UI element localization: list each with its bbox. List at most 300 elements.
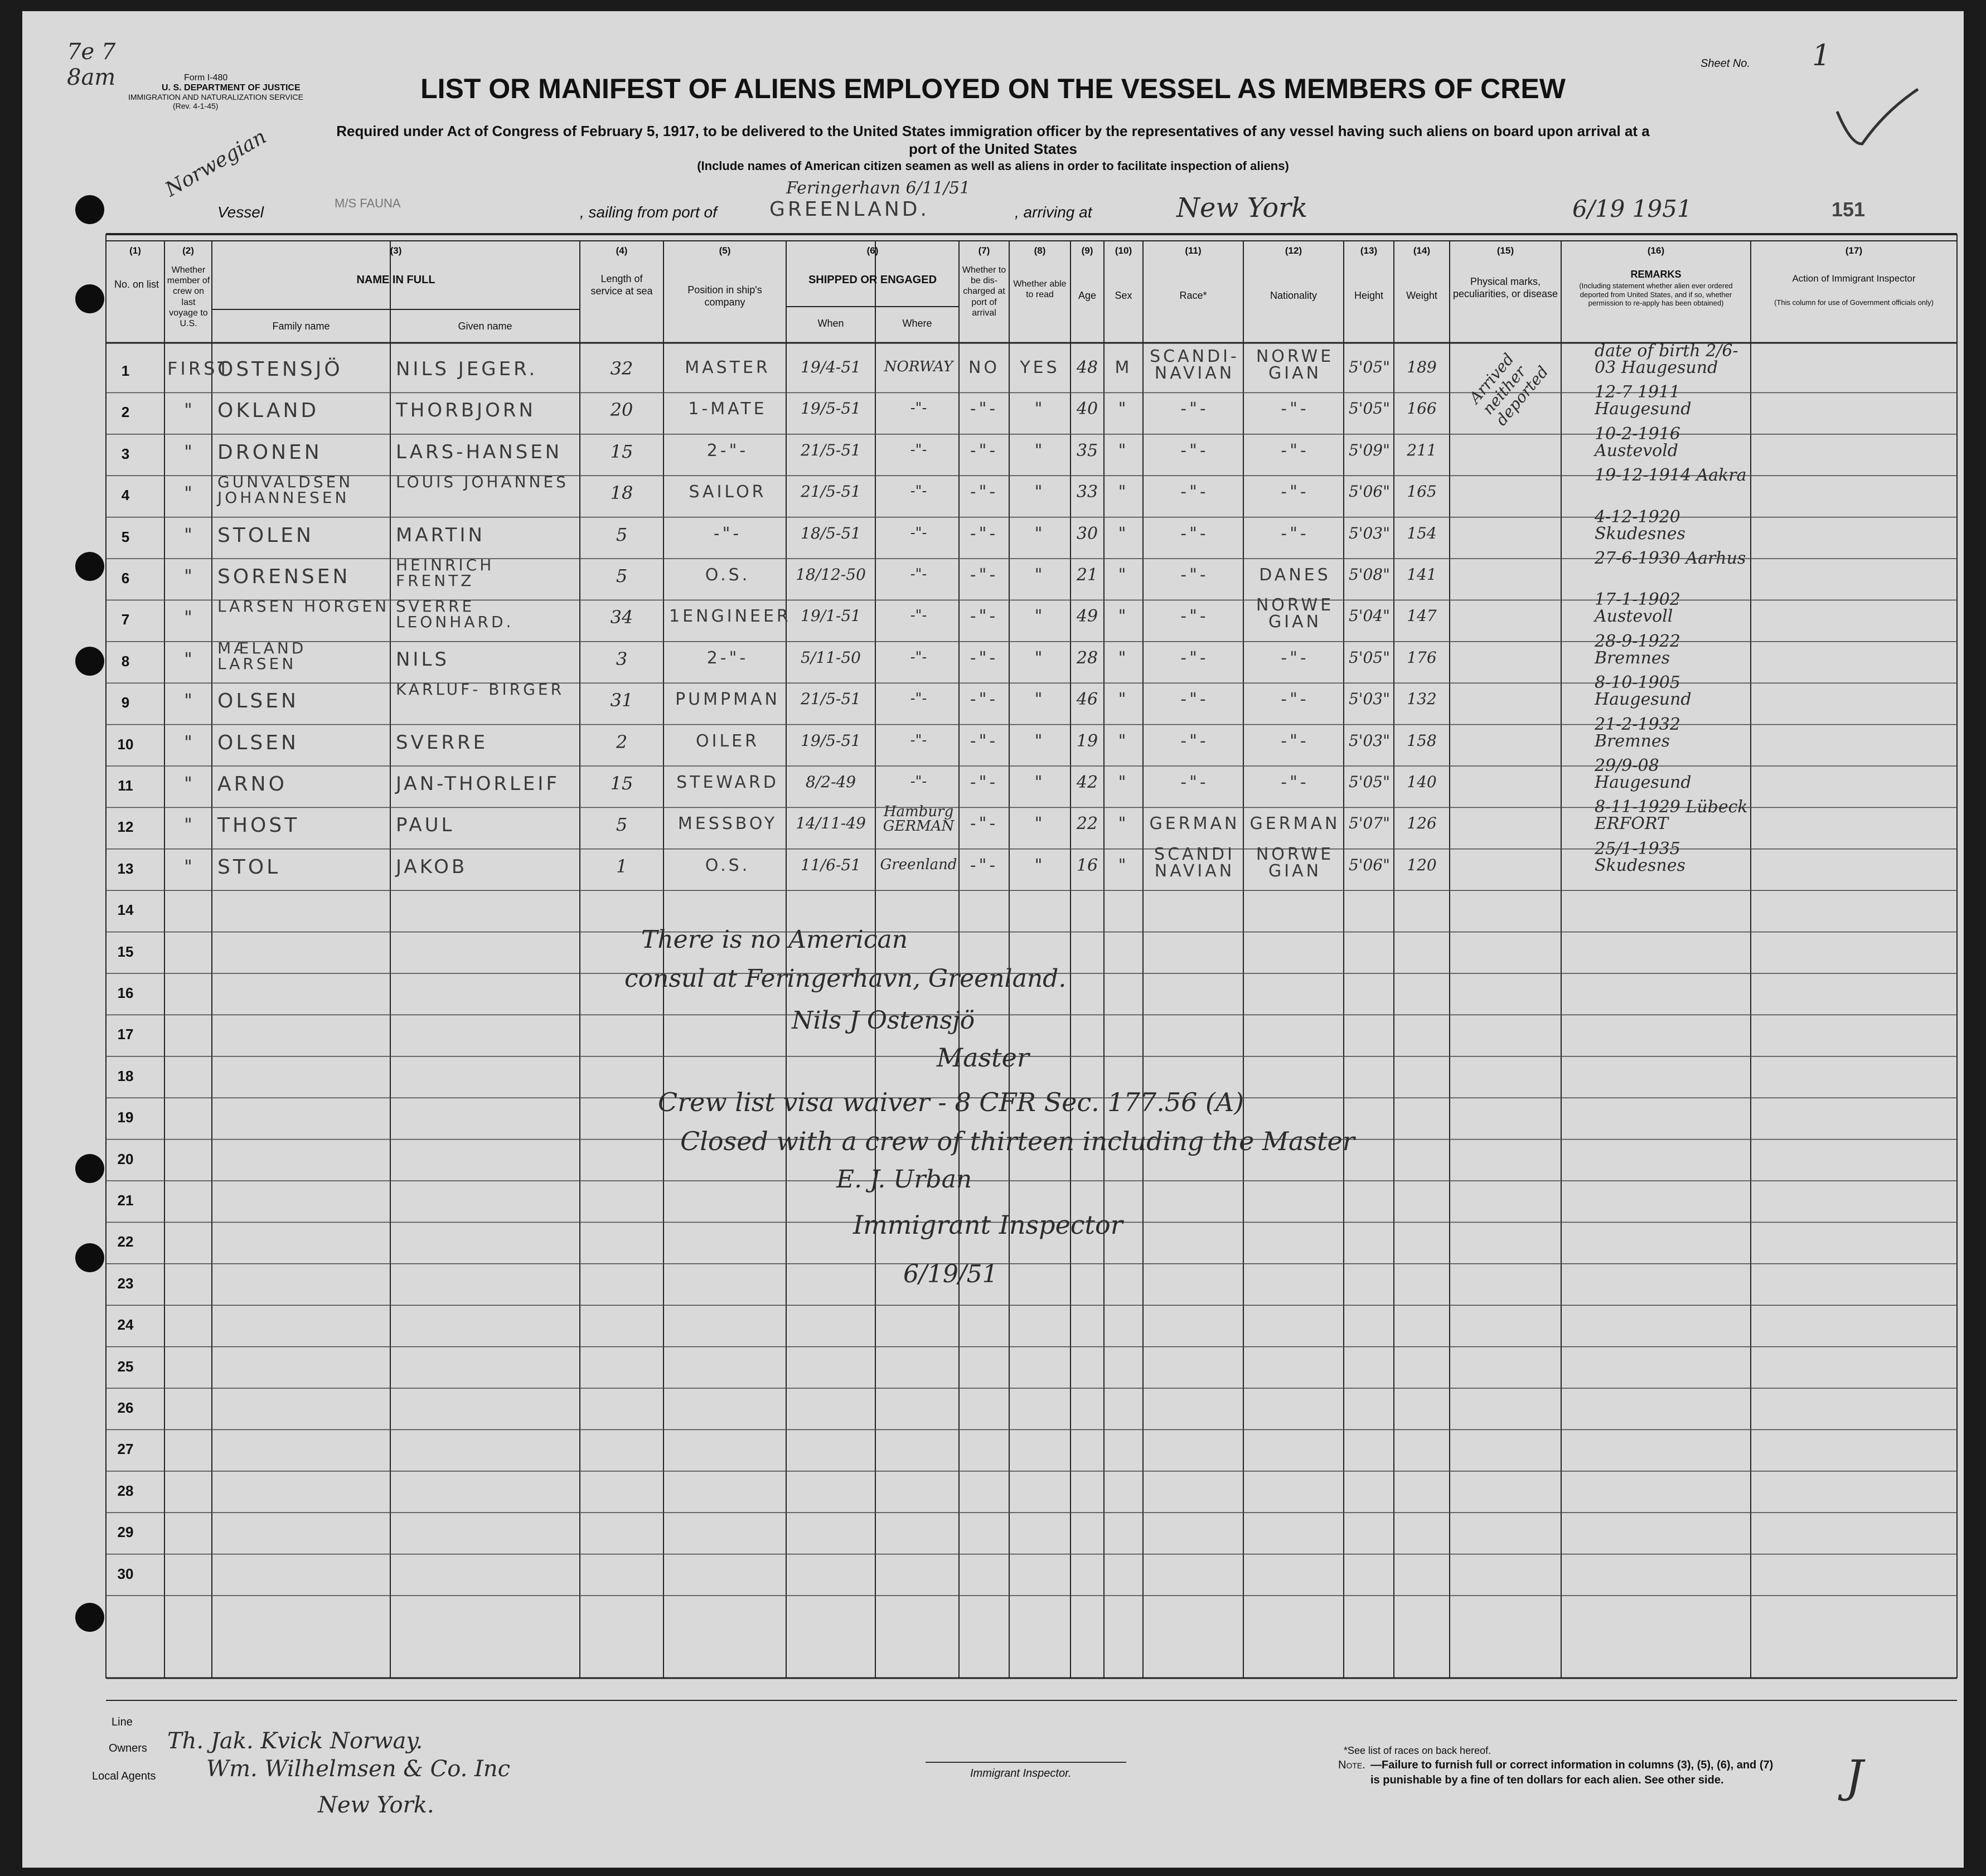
- crew-race: GERMAN: [1149, 814, 1240, 834]
- header-family-name: Family name: [272, 321, 330, 332]
- crew-nationality: NORWE GIAN: [1256, 347, 1334, 383]
- crew-remarks: 27-6-1930 Aarhus: [1595, 549, 1746, 568]
- crew-discharged: -"-: [970, 399, 999, 419]
- crew-height: 5'09": [1348, 440, 1391, 459]
- form-subtitle-1: Required under Act of Congress of February 5, 1917, to be delivered to the United States immigration officer by the representatives of any vessel having such aliens on board upon arrival at a: [336, 123, 1650, 139]
- row-number: 14: [117, 901, 134, 919]
- master-signature: Nils J Ostensjö: [792, 1006, 975, 1035]
- crew-shipped-when: 18/12-50: [796, 565, 866, 584]
- row-number: 11: [118, 777, 133, 794]
- crew-position: -"-: [713, 523, 742, 544]
- crew-family-name: THOST: [217, 814, 300, 837]
- crew-shipped-where: -"-: [910, 524, 927, 541]
- inspector-signature: E. J. Urban: [836, 1165, 972, 1194]
- crew-position: STEWARD: [676, 773, 779, 792]
- crew-weight: 158: [1407, 731, 1437, 750]
- crew-family-name: STOLEN: [217, 523, 314, 547]
- crew-given-name: JAN-THORLEIF: [396, 773, 560, 795]
- crew-age: 33: [1076, 482, 1098, 502]
- crew-length-service: 5: [616, 565, 628, 586]
- crew-shipped-when: 21/5-51: [801, 482, 861, 501]
- row-number: 27: [117, 1441, 134, 1458]
- crew-sex: ": [1118, 814, 1129, 834]
- crew-given-name: THORBJORN: [396, 399, 536, 422]
- annotation-line-2: consul at Feringerhavn, Greenland.: [624, 964, 1067, 993]
- column-number-1: (1): [129, 245, 141, 256]
- row-number: 16: [117, 985, 134, 1001]
- crew-discharged: -"-: [970, 814, 999, 834]
- row-number: 3: [121, 445, 130, 462]
- crew-last-voyage: ": [184, 648, 195, 670]
- vessel-name: M/S FAUNA: [335, 196, 401, 210]
- crew-remarks: 19-12-1914 Aakra: [1595, 466, 1747, 486]
- arriving-port: New York: [1176, 192, 1308, 224]
- crew-shipped-where: -"-: [910, 773, 927, 790]
- crew-shipped-when: 8/2-49: [805, 773, 856, 791]
- crew-given-name: SVERRE LEONHARD.: [396, 597, 514, 632]
- crew-able-to-read: ": [1034, 690, 1045, 710]
- inspector-initial: J: [1845, 1751, 1864, 1802]
- row-number: 5: [121, 528, 130, 545]
- crew-able-to-read: ": [1034, 731, 1045, 751]
- crew-able-to-read: ": [1034, 482, 1045, 502]
- crew-length-service: 5: [616, 814, 628, 836]
- crew-able-to-read: ": [1034, 607, 1045, 627]
- crew-length-service: 15: [610, 773, 633, 794]
- crew-length-service: 15: [610, 440, 633, 462]
- crew-height: 5'06": [1348, 482, 1391, 501]
- sailing-note: Feringerhavn 6/11/51: [786, 178, 971, 198]
- row-number: 28: [117, 1482, 134, 1499]
- crew-age: 46: [1076, 690, 1098, 710]
- crew-able-to-read: ": [1034, 399, 1045, 419]
- crew-age: 42: [1076, 773, 1098, 792]
- annotation-line-1: There is no American: [641, 925, 908, 954]
- crew-weight: 141: [1407, 565, 1437, 584]
- header-remarks: REMARKS: [1630, 269, 1682, 280]
- crew-able-to-read: ": [1034, 565, 1045, 585]
- crew-height: 5'05": [1348, 358, 1391, 376]
- note-label: Note.: [1338, 1759, 1365, 1771]
- header-length-service: Length of service at sea: [590, 273, 653, 297]
- crew-weight: 176: [1407, 648, 1437, 667]
- crew-height: 5'06": [1348, 855, 1391, 874]
- crew-age: 28: [1076, 648, 1098, 668]
- crew-remarks: 12-7 1911 Haugesund: [1595, 382, 1692, 419]
- inspector-label: Immigrant Inspector.: [970, 1767, 1072, 1780]
- crew-given-name: NILS JEGER.: [396, 358, 538, 380]
- row-number: 29: [117, 1524, 134, 1541]
- crew-sex: ": [1118, 399, 1129, 419]
- row-number: 13: [117, 860, 134, 877]
- crew-family-name: OSTENSJÖ: [217, 358, 343, 381]
- crew-length-service: 3: [616, 648, 628, 670]
- crew-last-voyage: ": [184, 565, 195, 586]
- agents-value-2: New York.: [318, 1792, 434, 1818]
- crew-discharged: -"-: [970, 773, 999, 792]
- crew-position: 2-"-: [706, 440, 749, 460]
- crew-age: 35: [1076, 440, 1098, 460]
- crew-age: 21: [1076, 565, 1098, 585]
- crew-last-voyage: ": [184, 773, 195, 794]
- crew-remarks: 29/9-08 Haugesund: [1595, 756, 1692, 792]
- column-number-13: (13): [1360, 245, 1378, 256]
- crew-remarks: 10-2-1916 Austevold: [1595, 424, 1680, 460]
- row-number: 19: [117, 1109, 134, 1126]
- crew-nationality: -"-: [1281, 399, 1309, 419]
- header-physical-marks: Physical marks, peculiarities, or disease: [1452, 276, 1558, 299]
- crew-height: 5'08": [1348, 565, 1391, 584]
- crew-remarks: 25/1-1935 Skudesnes: [1595, 838, 1685, 875]
- crew-shipped-where: -"-: [910, 607, 927, 624]
- crew-weight: 189: [1407, 358, 1437, 376]
- crew-race: -"-: [1180, 440, 1209, 460]
- crew-able-to-read: ": [1034, 440, 1045, 460]
- column-number-15: (15): [1496, 245, 1514, 256]
- crew-shipped-when: 19/1-51: [801, 607, 861, 626]
- crew-given-name: LARS-HANSEN: [396, 440, 563, 463]
- column-number-8: (8): [1034, 245, 1046, 256]
- crew-remarks: 17-1-1902 Austevoll: [1595, 590, 1680, 627]
- crew-remarks: 4-12-1920 Skudesnes: [1595, 507, 1685, 544]
- crew-length-service: 1: [616, 855, 628, 877]
- header-able-to-read: Whether able to read: [1013, 279, 1067, 300]
- crew-length-service: 2: [616, 731, 628, 753]
- crew-last-voyage: ": [184, 814, 195, 836]
- row-number: 22: [117, 1233, 134, 1250]
- crew-sex: ": [1118, 855, 1129, 875]
- crew-last-voyage: ": [184, 690, 195, 711]
- crew-shipped-where: Hamburg GERMAN: [883, 803, 955, 835]
- crew-last-voyage: ": [184, 523, 195, 545]
- crew-race: -"-: [1180, 523, 1209, 544]
- crew-weight: 166: [1407, 399, 1437, 418]
- form-number: Form I-480: [184, 73, 228, 83]
- crew-shipped-where: NORWAY: [884, 358, 953, 375]
- column-number-9: (9): [1081, 245, 1093, 256]
- column-number-6: (6): [866, 245, 879, 256]
- crew-given-name: JAKOB: [396, 855, 468, 878]
- arriving-label: , arriving at: [1015, 203, 1092, 221]
- form-title: LIST OR MANIFEST OF ALIENS EMPLOYED ON THE VESSEL AS MEMBERS OF CREW: [420, 73, 1566, 104]
- crew-family-name: OLSEN: [217, 690, 299, 713]
- crew-nationality: -"-: [1281, 440, 1309, 460]
- crew-race: -"-: [1180, 482, 1209, 502]
- header-age: Age: [1078, 290, 1097, 301]
- header-crew-last-voyage: Whether member of crew on last voyage to U.S.: [167, 265, 210, 328]
- owners-value: Th. Jak. Kvick Norway.: [167, 1728, 423, 1754]
- crew-nationality: -"-: [1281, 523, 1309, 544]
- corner-note: 7e 7 8am: [67, 39, 116, 90]
- column-number-14: (14): [1413, 245, 1431, 256]
- crew-shipped-when: 19/4-51: [801, 358, 861, 376]
- crew-position: 1ENGINEER: [669, 607, 791, 627]
- row-number: 24: [117, 1316, 134, 1334]
- crew-race: -"-: [1180, 399, 1209, 419]
- crew-position: 2-"-: [706, 648, 749, 668]
- crew-age: 49: [1076, 607, 1098, 627]
- crew-height: 5'03": [1348, 731, 1391, 750]
- crew-position: MESSBOY: [677, 814, 778, 834]
- row-number: 23: [117, 1274, 134, 1292]
- crew-last-voyage: ": [184, 607, 195, 628]
- crew-given-name: SVERRE: [396, 731, 488, 754]
- crew-shipped-when: 5/11-50: [801, 648, 861, 667]
- crew-given-name: KARLUF- BIRGER: [396, 680, 565, 699]
- crew-weight: 211: [1407, 440, 1437, 459]
- crew-able-to-read: ": [1034, 855, 1045, 875]
- header-race: Race*: [1179, 290, 1207, 301]
- crew-family-name: STOL: [217, 855, 281, 879]
- crew-family-name: DRONEN: [217, 440, 322, 464]
- line-label: Line: [112, 1716, 133, 1728]
- crew-age: 22: [1076, 814, 1098, 834]
- agents-label: Local Agents: [92, 1770, 156, 1782]
- row-number: 10: [117, 735, 134, 753]
- crew-sex: ": [1118, 440, 1129, 460]
- header-no-on-list: No. on list: [114, 279, 159, 290]
- crew-sex: ": [1118, 773, 1129, 792]
- crew-sex: M: [1115, 358, 1132, 377]
- crew-weight: 147: [1407, 607, 1437, 626]
- crew-weight: 165: [1407, 482, 1437, 501]
- crew-race: SCANDI NAVIAN: [1154, 844, 1235, 881]
- row-number: 12: [117, 818, 134, 836]
- crew-shipped-when: 21/5-51: [801, 690, 861, 709]
- crew-length-service: 31: [610, 690, 633, 711]
- crew-family-name: ARNO: [217, 773, 287, 796]
- sheet-number: 1: [1812, 39, 1831, 72]
- column-number-17: (17): [1845, 245, 1863, 256]
- crew-remarks: 28-9-1922 Bremnes: [1595, 631, 1680, 668]
- crew-length-service: 5: [616, 523, 628, 545]
- race-note: *See list of races on back hereof.: [1344, 1745, 1491, 1756]
- crew-age: 19: [1076, 731, 1098, 751]
- crew-shipped-where: -"-: [910, 441, 927, 458]
- crew-remarks: 21-2-1932 Bremnes: [1595, 714, 1680, 751]
- vessel-type-note: Norwegian: [161, 125, 270, 201]
- crew-weight: 132: [1407, 690, 1437, 709]
- crew-sex: ": [1118, 482, 1129, 502]
- crew-given-name: HEINRICH FRENTZ: [396, 556, 495, 590]
- crew-discharged: -"-: [970, 607, 999, 627]
- crew-race: SCANDI- NAVIAN: [1150, 347, 1239, 383]
- vessel-label: Vessel: [217, 203, 264, 221]
- crew-discharged: NO: [968, 358, 1000, 377]
- crew-position: 1-MATE: [688, 399, 767, 419]
- crew-discharged: -"-: [970, 648, 999, 668]
- header-shipped-engaged: SHIPPED OR ENGAGED: [808, 274, 937, 286]
- crew-nationality: -"-: [1281, 648, 1309, 668]
- master-title: Master: [937, 1043, 1029, 1073]
- sheet-label: Sheet No.: [1701, 57, 1750, 70]
- column-number-16: (16): [1647, 245, 1665, 256]
- crew-sex: ": [1118, 565, 1129, 585]
- crew-family-name: OLSEN: [217, 731, 299, 754]
- owners-label: Owners: [109, 1742, 147, 1754]
- header-action-note: (This column for use of Government officials only): [1774, 298, 1934, 307]
- crew-nationality: NORWE GIAN: [1256, 595, 1334, 632]
- crew-shipped-when: 14/11-49: [796, 814, 866, 833]
- crew-shipped-where: -"-: [910, 648, 927, 666]
- crew-discharged: -"-: [970, 731, 999, 751]
- crew-position: O.S.: [705, 565, 750, 585]
- crew-shipped-where: -"-: [910, 566, 927, 583]
- column-number-12: (12): [1285, 245, 1302, 256]
- column-number-5: (5): [719, 245, 731, 256]
- crew-sex: ": [1118, 607, 1129, 627]
- crew-last-voyage: ": [184, 855, 195, 877]
- crew-family-name: SORENSEN: [217, 565, 351, 588]
- crew-race: -"-: [1180, 773, 1209, 792]
- column-number-10: (10): [1115, 245, 1132, 256]
- crew-able-to-read: ": [1034, 773, 1045, 792]
- crew-weight: 154: [1407, 523, 1437, 542]
- column-number-4: (4): [616, 245, 628, 256]
- crew-position: O.S.: [705, 855, 750, 875]
- crew-height: 5'07": [1348, 814, 1391, 833]
- crew-nationality: -"-: [1281, 773, 1309, 792]
- crew-age: 40: [1076, 399, 1098, 419]
- inspector-title: Immigrant Inspector: [853, 1210, 1123, 1240]
- crew-last-voyage: FIRST: [167, 358, 231, 379]
- crew-nationality: -"-: [1281, 690, 1309, 710]
- crew-nationality: -"-: [1281, 482, 1309, 502]
- row-number: 7: [121, 611, 130, 628]
- crew-position: MASTER: [685, 358, 771, 377]
- crew-discharged: -"-: [970, 855, 999, 875]
- header-discharged: Whether to be dis-charged at port of arrival: [962, 265, 1006, 318]
- row-number: 9: [121, 694, 130, 711]
- crew-length-service: 34: [610, 607, 633, 628]
- crew-discharged: -"-: [970, 523, 999, 544]
- header-when: When: [817, 318, 844, 329]
- header-nationality: Nationality: [1270, 290, 1317, 301]
- crew-weight: 140: [1407, 773, 1437, 791]
- form-revision: (Rev. 4-1-45): [173, 101, 219, 110]
- crew-remarks: 8-11-1929 Lübeck ERFORT: [1595, 797, 1748, 834]
- crew-last-voyage: ": [184, 731, 195, 753]
- row-number: 8: [121, 652, 130, 670]
- crew-given-name: MARTIN: [396, 523, 485, 546]
- row-number: 1: [121, 362, 130, 379]
- row-number: 26: [117, 1399, 134, 1416]
- crew-family-name: LARSEN HORGEN: [217, 597, 390, 616]
- crew-shipped-when: 21/5-51: [801, 440, 861, 459]
- note-text: —Failure to furnish full or correct information in columns (3), (5), (6), and (7): [1370, 1759, 1774, 1771]
- row-number: 18: [117, 1067, 134, 1084]
- crew-given-name: LOUIS JOHANNES: [396, 473, 569, 492]
- row-number: 2: [121, 404, 130, 421]
- crew-weight: 120: [1407, 855, 1437, 874]
- crew-shipped-where: Greenland: [880, 856, 957, 873]
- crew-race: -"-: [1180, 731, 1209, 751]
- header-height: Height: [1354, 290, 1384, 301]
- note-text-2: is punishable by a fine of ten dollars for each alien. See other side.: [1370, 1774, 1724, 1786]
- header-position: Position in ship's company: [687, 284, 762, 308]
- crew-shipped-when: 19/5-51: [801, 399, 861, 418]
- crew-family-name: MÆLAND LARSEN: [217, 638, 307, 673]
- row-number: 17: [117, 1026, 134, 1043]
- form-subtitle-3: (Include names of American citizen seamen as well as aliens in order to facilitate inspection of aliens): [697, 159, 1289, 173]
- crew-able-to-read: ": [1034, 648, 1045, 668]
- crew-sex: ": [1118, 648, 1129, 668]
- crew-length-service: 20: [610, 399, 633, 421]
- crew-shipped-when: 19/5-51: [801, 731, 861, 750]
- voyage-date: 6/19 1951: [1572, 195, 1692, 222]
- manifest-sheet: [22, 11, 1964, 1868]
- crew-given-name: PAUL: [396, 814, 455, 837]
- crew-height: 5'05": [1348, 399, 1391, 418]
- crew-discharged: -"-: [970, 690, 999, 710]
- crew-shipped-where: -"-: [910, 690, 927, 707]
- page-stamp: 151: [1832, 198, 1866, 221]
- crew-last-voyage: ": [184, 482, 195, 504]
- agents-value: Wm. Wilhelmsen & Co. Inc: [206, 1756, 510, 1782]
- crew-shipped-where: -"-: [910, 483, 927, 500]
- inspector-date: 6/19/51: [903, 1260, 998, 1288]
- sailing-port: GREENLAND.: [769, 198, 929, 221]
- crew-nationality: GERMAN: [1249, 814, 1340, 834]
- crew-age: 48: [1076, 358, 1098, 377]
- crew-nationality: -"-: [1281, 731, 1309, 751]
- crew-discharged: -"-: [970, 482, 999, 502]
- column-number-2: (2): [182, 245, 194, 256]
- crew-discharged: -"-: [970, 440, 999, 460]
- crew-able-to-read: ": [1034, 814, 1045, 834]
- row-number: 4: [121, 487, 130, 504]
- crew-position: PUMPMAN: [675, 690, 780, 710]
- annotation-line-3: Crew list visa waiver - 8 CFR Sec. 177.56 (A): [658, 1087, 1244, 1117]
- column-number-3: (3): [390, 245, 402, 256]
- crew-last-voyage: ": [184, 440, 195, 462]
- crew-shipped-when: 11/6-51: [801, 855, 861, 874]
- crew-sex: ": [1118, 523, 1129, 544]
- crew-position: OILER: [696, 731, 759, 751]
- crew-shipped-where: -"-: [910, 731, 927, 749]
- crew-position: SAILOR: [689, 482, 767, 502]
- header-action-inspector: Action of Immigrant Inspector: [1792, 273, 1916, 284]
- header-remarks-note: (Including statement whether alien ever ordered deported from United States, and if so, whether permission to re-apply has been obtained): [1579, 282, 1733, 308]
- column-number-11: (11): [1185, 245, 1202, 256]
- crew-race: -"-: [1180, 648, 1209, 668]
- crew-length-service: 32: [610, 358, 633, 379]
- crew-given-name: NILS: [396, 648, 449, 671]
- row-number: 25: [117, 1358, 134, 1375]
- crew-nationality: NORWE GIAN: [1256, 844, 1334, 881]
- crew-family-name: GUNVALDSEN JOHANNESEN: [217, 473, 353, 507]
- inspector-signature-line: [926, 1762, 1126, 1763]
- row-number: 20: [117, 1150, 134, 1167]
- crew-shipped-where: -"-: [910, 400, 927, 417]
- crew-shipped-when: 18/5-51: [801, 523, 861, 542]
- form-subtitle-2: port of the United States: [909, 140, 1077, 157]
- crew-length-service: 18: [610, 482, 633, 504]
- crew-height: 5'05": [1348, 773, 1391, 791]
- crew-able-to-read: ": [1034, 523, 1045, 544]
- crew-race: -"-: [1180, 690, 1209, 710]
- row-number: 30: [117, 1565, 134, 1582]
- header-sex: Sex: [1115, 290, 1132, 301]
- crew-height: 5'03": [1348, 523, 1391, 542]
- crew-height: 5'05": [1348, 648, 1391, 667]
- crew-race: -"-: [1180, 607, 1209, 627]
- crew-last-voyage: ": [184, 399, 195, 421]
- header-weight: Weight: [1406, 290, 1437, 301]
- crew-height: 5'03": [1348, 690, 1391, 709]
- crew-remarks: 8-10-1905 Haugesund: [1595, 673, 1692, 710]
- crew-race: -"-: [1180, 565, 1209, 585]
